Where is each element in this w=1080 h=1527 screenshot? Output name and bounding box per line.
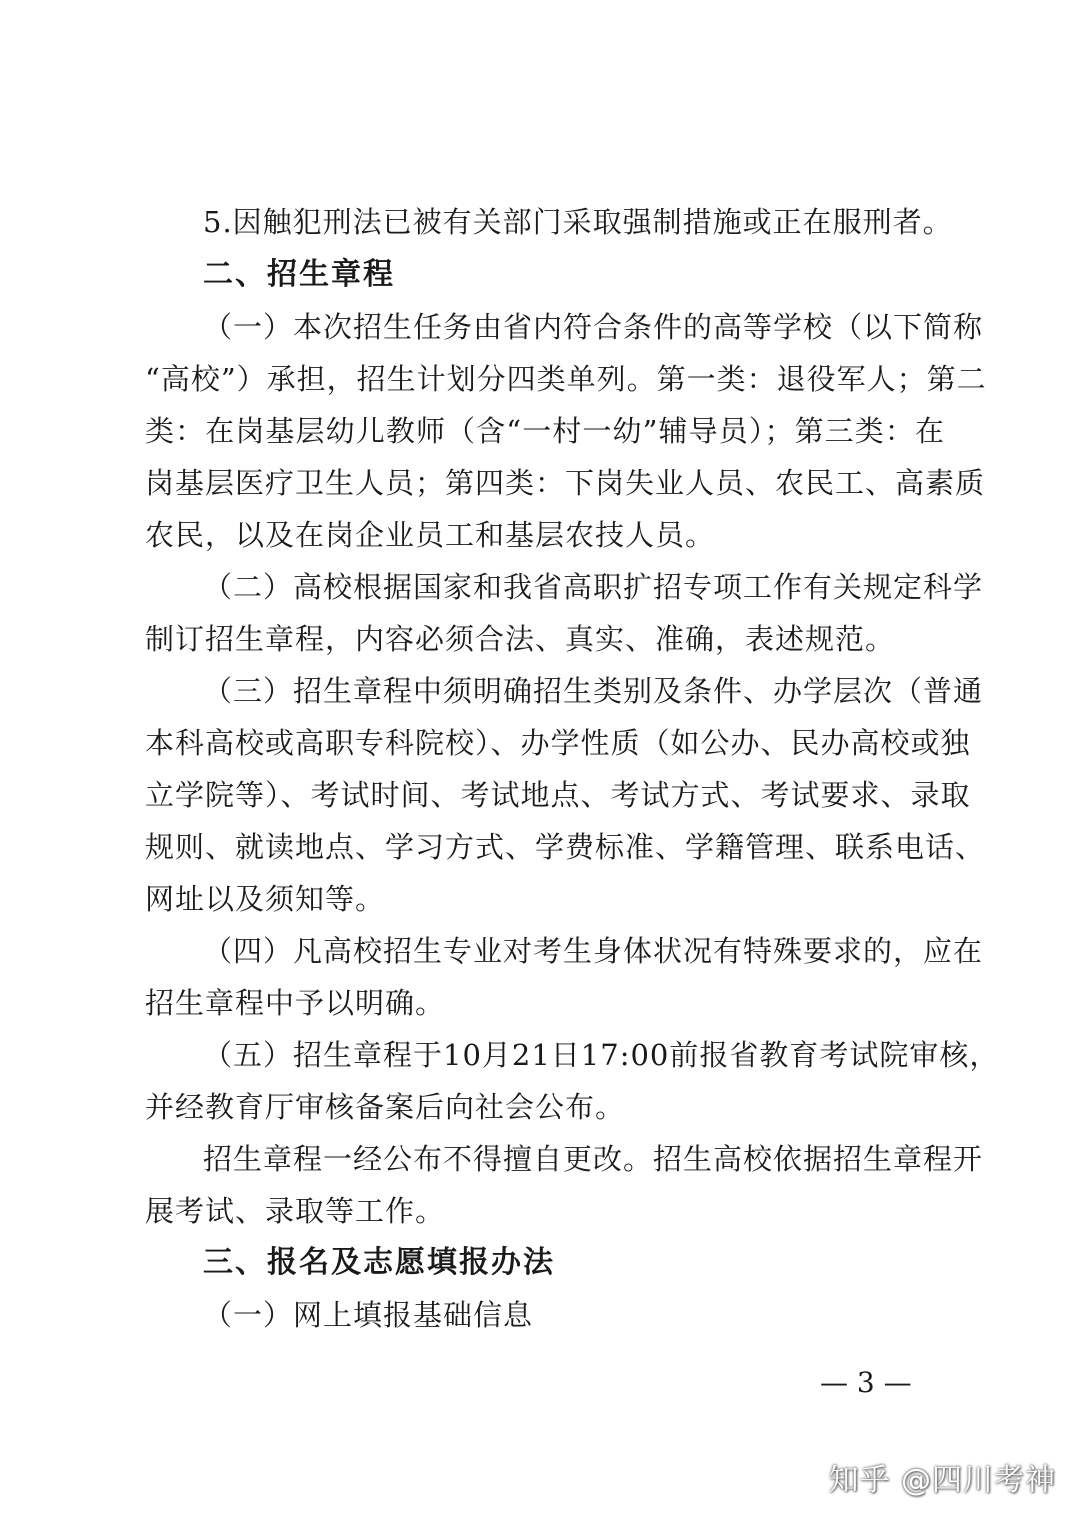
paragraph-line: 展考试、录取等工作。 xyxy=(145,1194,446,1228)
paragraph-line: 规则、就读地点、学习方式、学费标准、学籍管理、联系电话、 xyxy=(145,830,986,864)
paragraph-line: （二）高校根据国家和我省高职扩招专项工作有关规定科学 xyxy=(203,570,984,604)
paragraph-line: 招生章程一经公布不得擅自更改。招生高校依据招生章程开 xyxy=(203,1142,984,1176)
paragraph-line: 类：在岗基层幼儿教师（含“一村一幼”辅导员）；第三类：在 xyxy=(145,414,945,448)
paragraph-line: 岗基层医疗卫生人员；第四类：下岗失业人员、农民工、高素质 xyxy=(145,466,986,500)
paragraph-line: 招生章程中予以明确。 xyxy=(145,986,446,1020)
section-heading-3: 三、报名及志愿填报办法 xyxy=(203,1245,555,1280)
paragraph-line: 农民，以及在岗企业员工和基层农技人员。 xyxy=(145,518,716,552)
paragraph-line: 制订招生章程，内容必须合法、真实、准确，表述规范。 xyxy=(145,622,896,656)
section-heading-2: 二、招生章程 xyxy=(203,257,395,292)
paragraph-line: 5.因触犯刑法已被有关部门采取强制措施或正在服刑者。 xyxy=(203,205,953,239)
paragraph-line: （五）招生章程于10月21日17:00前报省教育考试院审核， xyxy=(203,1038,1000,1072)
paragraph-line: 网址以及须知等。 xyxy=(145,882,386,916)
paragraph-line: “高校”）承担，招生计划分四类单列。第一类：退役军人；第二 xyxy=(145,362,987,396)
paragraph-line: （三）招生章程中须明确招生类别及条件、办学层次（普通 xyxy=(203,674,984,708)
subsection-heading: （一）网上填报基础信息 xyxy=(203,1298,534,1332)
paragraph-line: 并经教育厅审核备案后向社会公布。 xyxy=(145,1090,626,1124)
paragraph-line: 立学院等）、考试时间、考试地点、考试方式、考试要求、录取 xyxy=(145,778,971,812)
paragraph-line: 本科高校或高职专科院校）、办学性质（如公办、民办高校或独 xyxy=(145,726,971,760)
paragraph-line: （一）本次招生任务由省内符合条件的高等学校（以下简称 xyxy=(203,310,984,344)
page-number: — 3 — xyxy=(820,1366,912,1399)
paragraph-line: （四）凡高校招生专业对考生身体状况有特殊要求的，应在 xyxy=(203,934,984,968)
watermark: 知乎 @四川考神 xyxy=(828,1463,1056,1498)
